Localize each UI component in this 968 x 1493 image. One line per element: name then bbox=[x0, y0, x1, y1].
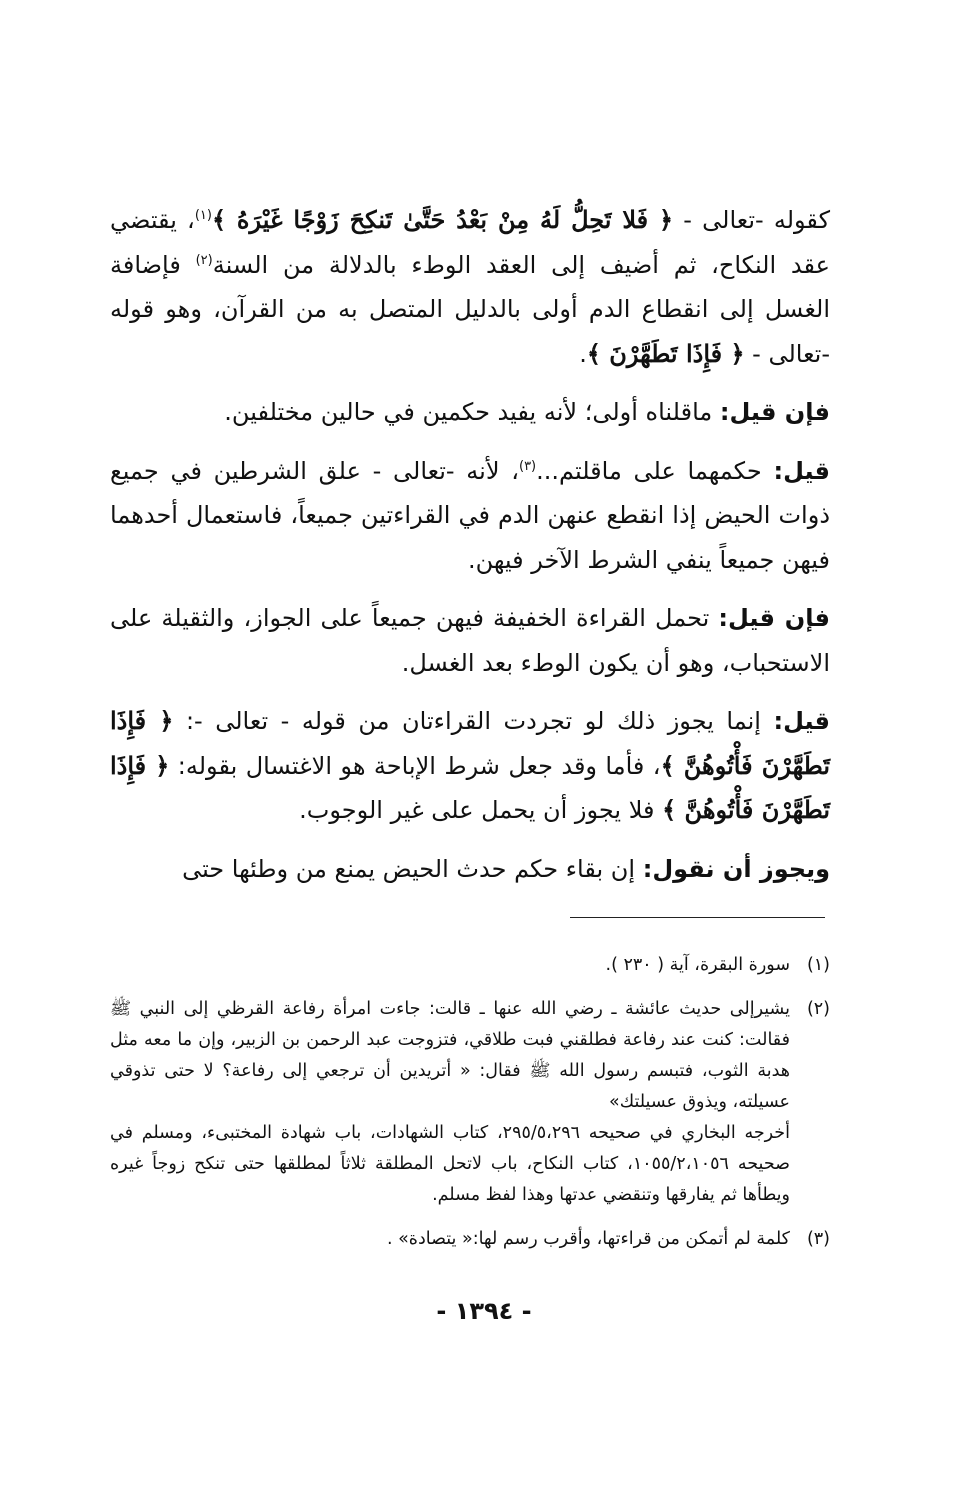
text-run: فإضافة الغسل إلى انقطاع الدم أولى بالدليل المتصل به من القرآن، وهو قوله -تعالى - bbox=[110, 250, 830, 368]
text-run: ، يقتضي عقد النكاح، ثم أضيف إلى العقد الوطء بالدلالة من السنة bbox=[110, 206, 830, 279]
quran-verse: ﴿ فَلا تَحِلُّ لَهُ مِنْ بَعْدُ حَتَّىٰ تَنكِحَ زَوْجًا غَيْرَهُ ﴾ bbox=[211, 205, 674, 234]
footnote-number: (٢) bbox=[806, 999, 830, 1019]
text-run: تحمل القراءة الخفيفة فيهن جميعاً على الجواز، والثقيلة على الاستحباب، وهو أن يكون الوطء بعد الغسل. bbox=[110, 604, 830, 677]
footnote-ref: (٣) bbox=[518, 458, 537, 474]
paragraph-5 bbox=[110, 699, 830, 833]
footnote-text bbox=[110, 950, 790, 981]
lead-phrase: فإن قيل: bbox=[718, 604, 830, 632]
footnote-2 bbox=[110, 994, 830, 1211]
text-run: إنما يجوز ذلك لو تجردت القراءتان من قوله - تعالى -: bbox=[173, 707, 774, 735]
text-run: . bbox=[579, 339, 587, 368]
footnote-line: يشيرإلى حديث عائشة ـ رضي الله عنها ـ قالت: جاءت امرأة رفاعة القرظي إلى النبي ﷺ فقالت: كنت عند رفاعة فطلقني فبت طلاقي، فتزوجت عبد الرحمن بن الزبير، وإن ما معه مثل هدبة الثوب، فتبسم رسول الله ﷺ فقال: « أتريدين أن ترجعي إلى رفاعة؟ لا حتى تذوقي عسيلته، ويذوق عسيلتك» bbox=[110, 999, 790, 1112]
footnote-text bbox=[110, 1224, 790, 1255]
lead-phrase: ويجوز أن نقول: bbox=[642, 854, 830, 883]
footnote-ref: (٢) bbox=[195, 252, 213, 268]
footnote-line: أخرجه البخاري في صحيحه ٢٩٥/٥،٢٩٦، كتاب الشهادات، باب شهادة المختبىء، ومسلم في صحيحه ١٠٥٥/٢،١٠٥٦، كتاب النكاح، باب لاتحل المطلقة ثلاثاً لمطلقها حتى تنكح زوجاً غيره ويطأها ثم يفارقها وتنقضي عدتها وهذا لفظ مسلم. bbox=[110, 1123, 790, 1205]
quran-verse: ﴿ فَإِذَا تَطَهَّرْنَ فَأْتُوهُنَّ ﴾ bbox=[110, 750, 830, 824]
footnote-number: (٣) bbox=[806, 1229, 830, 1249]
page-number: - ١٣٩٤ - bbox=[436, 1297, 532, 1325]
text-run: فلا يجوز أن يحمل على غير الوجوب. bbox=[299, 796, 663, 824]
footnotes bbox=[110, 950, 830, 1268]
lead-phrase: فإن قيل: bbox=[719, 398, 830, 426]
text-run: ماقلناه أولى؛ لأنه يفيد حكمين في حالين مختلفين. bbox=[224, 398, 720, 426]
footnote-line: كلمة لم أتمكن من قراءتها، وأقرب رسم لها:« يتصادة» . bbox=[386, 1229, 790, 1249]
paragraph-6 bbox=[110, 847, 830, 892]
paragraph-3 bbox=[110, 449, 830, 583]
quran-verse: ﴿ فَإِذَا تَطَهَّرْنَ فَأْتُوهُنَّ ﴾ bbox=[110, 706, 831, 780]
main-text bbox=[110, 198, 830, 905]
lead-phrase: قيل: bbox=[773, 707, 830, 735]
text-run: ، فأما وقد جعل شرط الإباحة هو الاغتسال بقوله: bbox=[169, 751, 661, 780]
paragraph-1 bbox=[110, 198, 830, 376]
footnote-text bbox=[110, 994, 790, 1211]
footnote-separator bbox=[570, 917, 825, 918]
text-run: حكمهما على ماقلتم... bbox=[536, 456, 774, 485]
text-run: إن بقاء حكم حدث الحيض يمنع من وطئها حتى bbox=[182, 854, 643, 883]
footnote-number: (١) bbox=[806, 955, 830, 975]
paragraph-4 bbox=[110, 596, 830, 685]
text-run: كقوله -تعالى - bbox=[673, 206, 830, 234]
quran-verse: ﴿ فَإِذَا تَطَهَّرْنَ ﴾ bbox=[586, 338, 745, 368]
lead-phrase: قيل: bbox=[773, 456, 830, 485]
footnote-1 bbox=[110, 950, 830, 981]
paragraph-2 bbox=[110, 390, 830, 435]
footnote-3 bbox=[110, 1224, 830, 1255]
text-run: ، لأنه -تعالى - علق الشرطين في جميع ذوات الحيض إذا انقطع عنهن الدم في القراءتين جميعاً، فاستعمال أحدهما فيهن جميعاً ينفي الشرط الآخر فيهن. bbox=[110, 456, 830, 574]
footnote-ref: (١) bbox=[194, 208, 212, 223]
footnote-line: سورة البقرة، آية ( ٢٣٠ ). bbox=[605, 955, 790, 975]
